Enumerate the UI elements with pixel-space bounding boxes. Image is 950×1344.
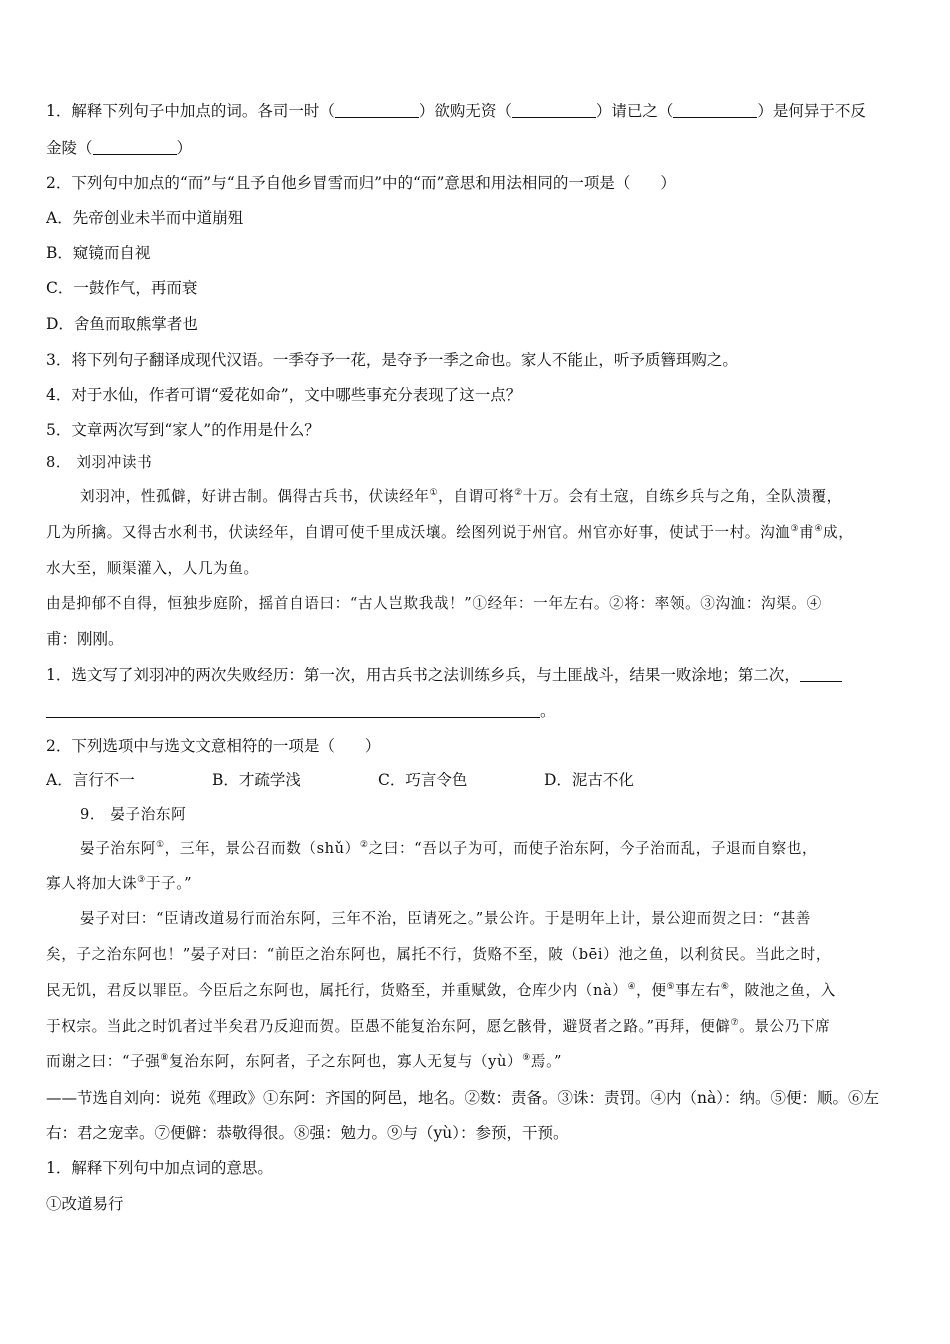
passage-9-line-1: 晏子治东阿①，三年，景公召而数（shǔ）②之曰：“吾以子为可，而使子治东阿，今子治而乱，子退而自察也， <box>80 840 818 857</box>
passage-8-line-1: 刘羽冲，性孤僻，好讲古制。偶得古兵书，伏读经年①，自谓可将②十万。会有土寇，自练乡兵与之角，全队溃覆， <box>80 488 842 505</box>
answer-blank <box>93 139 177 155</box>
question-5: 5．文章两次写到“家人”的作用是什么？ <box>46 421 320 439</box>
passage-8-line-4: 由是抑郁不自得，恒独步庭阶，摇首自语曰：“古人岂欺我哉！”①经年：一年左右。②将：率领。③沟洫：沟渠。④ <box>46 595 822 612</box>
question-9-1: 1．解释下列句中加点词的意思。 <box>46 1159 273 1177</box>
section-8-title: 8． 刘羽冲读书 <box>46 454 153 471</box>
option-d: D．舍鱼而取熊掌者也 <box>46 315 198 333</box>
passage-9-line-4: 矣，子之治东阿也！”晏子对曰：“前臣之治东阿也，属托不行，货赂不至，陂（bēi）池之鱼，以利贫民。当此之时， <box>46 946 832 963</box>
option-b: B．才疏学浅 <box>212 771 301 789</box>
question-8-2-options <box>46 769 908 791</box>
passage-9-line-2: 寡人将加大诛③于子。” <box>46 875 193 892</box>
question-1-line-1: 1．解释下列句子中加点的词。各司一时（ ）欲购无资（ ）请已之（ ）是何异于不反 <box>46 102 866 120</box>
question-1-line-2: 金陵（ ） <box>46 139 193 157</box>
question-3: 3．将下列句子翻译成现代汉语。一季夺予一花，是夺予一季之命也。家人不能止，听予质簪珥购之。 <box>46 351 738 369</box>
passage-8-line-5: 甫：刚刚。 <box>46 630 124 648</box>
question-8-2: 2．下列选项中与选文文意相符的一项是（ ） <box>46 737 381 755</box>
passage-8-line-3: 水大至，顺渠灌入，人几为鱼。 <box>46 560 259 577</box>
option-d: D．泥古不化 <box>544 771 634 789</box>
section-9-title: 9． 晏子治东阿 <box>80 806 187 823</box>
question-9-1-item-1: ①改道易行 <box>46 1195 124 1213</box>
option-c: C．一鼓作气，再而衰 <box>46 279 198 297</box>
question-2: 2．下列句中加点的“而”与“且予自他乡冒雪而归”中的“而”意思和用法相同的一项是（ ） <box>46 174 676 192</box>
answer-blank <box>512 102 596 118</box>
passage-8-line-2: 几为所擒。又得古水利书，伏读经年，自谓可使千里成沃壤。绘图列说于州官。州官亦好事，使试于一村。沟洫③甫④成， <box>46 524 854 541</box>
passage-9-line-7: 而谢之曰：“子强⑧复治东阿，东阿者，子之东阿也，寡人无复与（yù）⑨焉。” <box>46 1053 563 1070</box>
passage-9-notes-line-2: 右：君之宠幸。⑦便僻：恭敬得很。⑧强：勉力。⑨与（yù）：参预，干预。 <box>46 1124 569 1142</box>
option-b: B．窥镜而自视 <box>46 244 151 262</box>
answer-blank <box>335 102 419 118</box>
option-c: C．巧言令色 <box>378 771 468 789</box>
answer-blank <box>46 702 540 718</box>
answer-blank <box>673 102 757 118</box>
option-a: A．言行不一 <box>46 771 135 789</box>
answer-blank <box>800 666 842 682</box>
passage-9-line-5: 民无饥，君反以罪臣。今臣后之东阿也，属托行，货赂至，并重赋敛，仓库少内（nà）④，便⑤事左右⑥，陂池之鱼，入 <box>46 982 836 999</box>
passage-9-line-3: 晏子对曰：“臣请改道易行而治东阿，三年不治，臣请死之。”景公许。于是明年上计，景公迎而贺之曰：“甚善 <box>80 910 811 927</box>
question-8-1-line-1: 1．选文写了刘羽冲的两次失败经历：第一次，用古兵书之法训练乡兵，与土匪战斗，结果一败涂地；第二次， <box>46 664 908 686</box>
question-8-1-line-2: 。 <box>46 700 908 722</box>
passage-9-notes-line-1: ——节选自刘向：说苑《理政》①东阿：齐国的阿邑，地名。②数：责备。③诛：责罚。④内（nà）：纳。⑤便：顺。⑥左 <box>46 1089 879 1107</box>
passage-9-line-6: 于权宗。当此之时饥者过半矣君乃反迎而贺。臣愚不能复治东阿，愿乞骸骨，避贤者之路。”再拜，便僻⑦。景公乃下席 <box>46 1018 831 1035</box>
question-4: 4．对于水仙，作者可谓“爱花如命”，文中哪些事充分表现了这一点？ <box>46 386 522 404</box>
option-a: A．先帝创业未半而中道崩殂 <box>46 209 244 227</box>
